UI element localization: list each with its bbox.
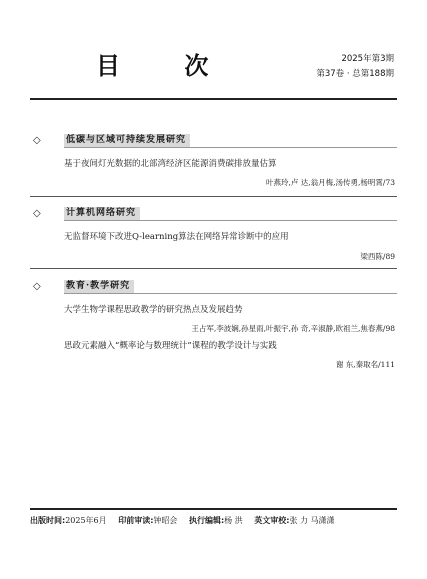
section-education [30, 280, 397, 380]
article-authors: 王占军,李波娴,孙星雨,叶振宇,孙 奇,辛淑静,欧祖兰,焦春燕/98 [191, 324, 395, 333]
footer-divider [30, 508, 397, 510]
diamond-outline-icon: ◇ [33, 208, 41, 219]
masthead-footer [30, 515, 397, 527]
article-title[interactable]: 基于夜间灯光数据的北部湾经济区能源消费碳排放量估算 [64, 159, 277, 169]
section-label: 计算机网络研究 [64, 207, 140, 220]
diamond-outline-icon: ◇ [33, 281, 41, 292]
header-divider [30, 98, 397, 100]
article-title[interactable]: 无监督环境下改进Q-learning算法在网络异常诊断中的应用 [64, 232, 289, 242]
publication-date: 出版时间:2025年6月 [30, 516, 107, 525]
section-divider [30, 196, 397, 197]
article-authors: 梁西陈/89 [360, 252, 395, 261]
diamond-outline-icon: ◇ [33, 135, 41, 146]
article-title[interactable]: 大学生物学课程思政教学的研究热点及发展趋势 [64, 305, 243, 315]
article-title[interactable]: 思政元素融入“概率论与数理统计”课程的教学设计与实践 [64, 341, 277, 351]
toc-title: 目 次 [96, 52, 237, 80]
volume-number: 第37卷 · 总第188期 [316, 69, 394, 79]
section-underline [64, 293, 397, 294]
section-label: 低碳与区域可持续发展研究 [64, 134, 190, 147]
prepress-reviewer: 印前审读:钟昭会 [118, 516, 178, 525]
article-authors: 谢 东,秦取名/111 [335, 360, 395, 369]
english-proofreader: 英文审校:张 力 马潇潇 [254, 516, 335, 525]
issue-number: 2025年第3期 [341, 54, 394, 64]
section-low-carbon [30, 134, 397, 194]
section-label: 教育·教学研究 [64, 280, 134, 293]
section-divider [30, 268, 397, 269]
section-underline [64, 147, 397, 148]
section-computer-network [30, 207, 397, 267]
issue-info [316, 52, 394, 82]
section-underline [64, 220, 397, 221]
article-authors: 叶燕玲,卢 达,翁月梅,汤传勇,杨明霄/73 [266, 178, 395, 187]
executive-editor: 执行编辑:杨 洪 [188, 516, 243, 525]
